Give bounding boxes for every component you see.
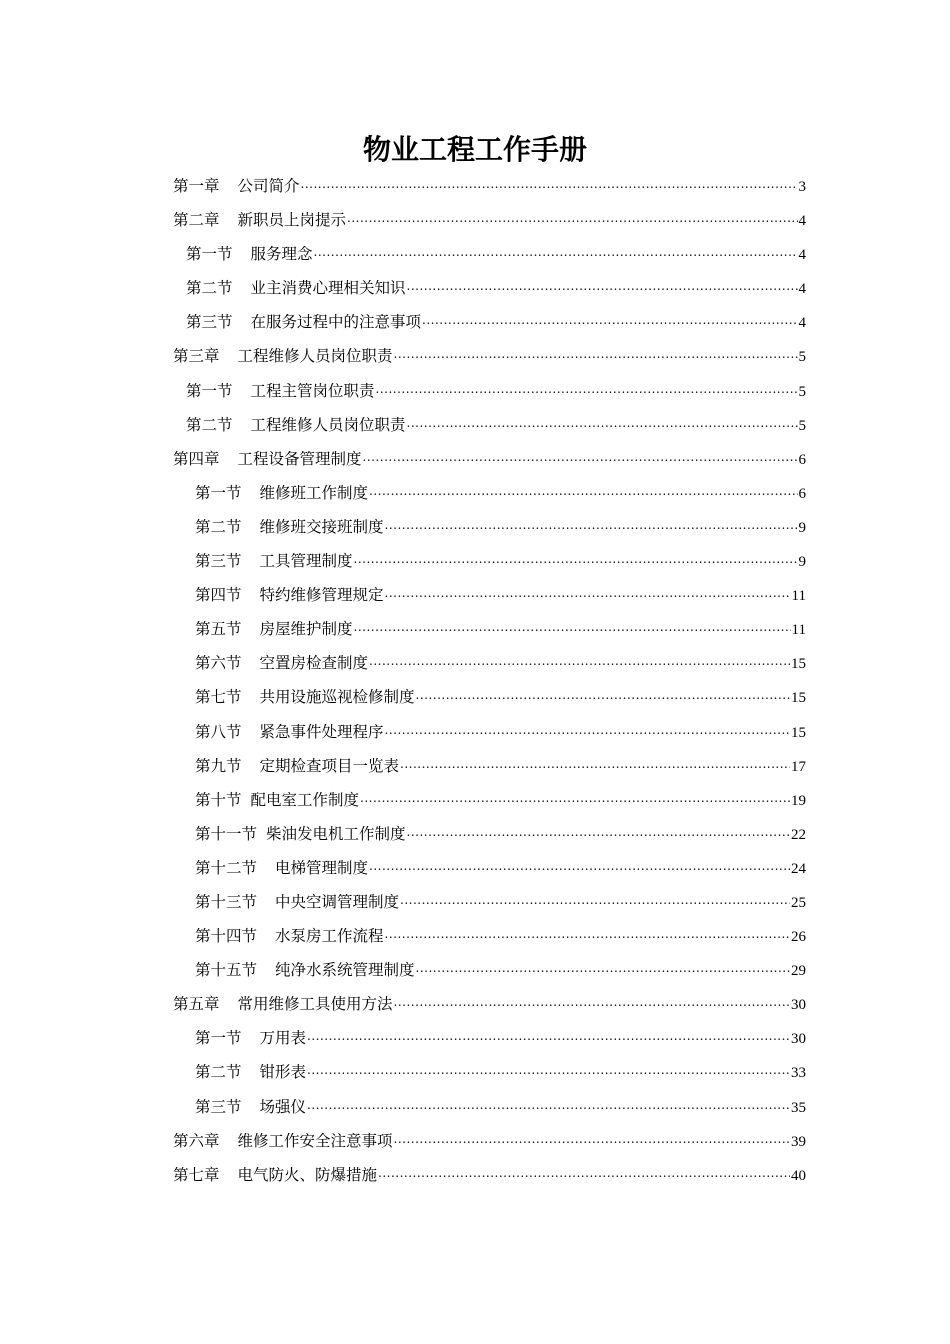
toc-entry-number: 第一章 [173,177,220,195]
toc-dot-leader [301,175,798,191]
toc-entry-number: 第一节 [195,1029,242,1048]
toc-page-number: 4 [798,315,806,332]
toc-entry-title: 钳形表 [259,1063,307,1082]
toc-entry-label [173,1162,377,1188]
toc-page-number: 29 [791,963,806,980]
toc-section-entry[interactable] [173,889,806,923]
table-of-contents [173,173,806,1196]
toc-dot-leader [307,1096,790,1112]
toc-dot-leader [407,823,790,839]
toc-entry-number: 第十节 [195,790,242,809]
toc-entry-label [195,889,399,915]
toc-entry-label [186,309,421,335]
toc-entry-label [195,480,368,506]
toc-dot-leader [407,277,798,293]
toc-entry-title: 电气防火、防爆措施 [237,1165,378,1184]
toc-entry-label [195,1025,306,1051]
toc-entry-number: 第三节 [186,313,233,332]
toc-entry-number: 第二节 [195,517,242,536]
toc-page-number: 11 [791,588,806,605]
toc-chapter-entry[interactable] [173,446,806,480]
toc-dot-leader [376,380,798,396]
toc-dot-leader [394,345,798,361]
toc-entry-title: 纯净水系统管理制度 [275,961,415,980]
toc-entry-number: 第一节 [195,483,242,502]
toc-page-number: 11 [791,622,806,639]
toc-section-entry[interactable] [173,480,806,514]
toc-entry-title: 房屋维护制度 [259,620,353,639]
toc-page-number: 5 [798,417,806,434]
toc-entry-label [173,991,393,1017]
toc-dot-leader [378,1164,790,1180]
toc-dot-leader [394,993,790,1009]
toc-entry-label [173,343,393,369]
toc-section-entry[interactable] [173,548,806,582]
toc-entry-title: 常用维修工具使用方法 [237,995,393,1014]
toc-dot-leader [385,721,790,737]
toc-section-entry[interactable] [173,753,806,787]
document-title: 物业工程工作手册 [362,133,587,166]
toc-entry-number: 第六节 [195,654,242,673]
toc-entry-number: 第三节 [195,552,242,571]
toc-section-entry[interactable] [173,787,806,821]
toc-section-entry[interactable] [173,275,806,309]
toc-dot-leader [422,311,797,327]
toc-entry-number: 第五章 [173,995,220,1014]
toc-page-number: 3 [798,179,806,195]
toc-section-entry[interactable] [173,923,806,957]
toc-entry-number: 第十五节 [195,961,258,980]
toc-entry-number: 第四章 [173,449,220,468]
toc-section-entry[interactable] [173,650,806,684]
toc-page-number: 22 [791,826,806,843]
toc-page-number: 6 [798,451,806,468]
toc-page-number: 4 [798,281,806,298]
toc-entry-title: 共用设施巡视检修制度 [259,688,415,707]
toc-section-entry[interactable] [173,719,806,753]
toc-dot-leader [416,959,790,975]
toc-entry-title: 配电室工作制度 [250,790,360,809]
toc-chapter-entry[interactable] [173,1128,806,1162]
toc-entry-title: 工程设备管理制度 [237,449,362,468]
toc-page-number: 5 [798,383,806,400]
toc-entry-label [195,787,359,813]
toc-entry-number: 第十二节 [195,858,258,877]
toc-entry-title: 维修班工作制度 [259,483,369,502]
toc-entry-number: 第十一节 [195,824,258,843]
toc-dot-leader [407,414,798,430]
toc-page-number: 5 [798,349,806,366]
toc-entry-title: 工程主管岗位职责 [250,381,375,400]
toc-dot-leader [307,1027,790,1043]
toc-entry-label [195,719,384,745]
toc-entry-title: 特约维修管理规定 [259,586,384,605]
toc-entry-label [195,616,353,642]
toc-entry-title: 紧急事件处理程序 [259,722,384,741]
toc-section-entry[interactable] [173,957,806,991]
toc-entry-title: 空置房检查制度 [259,654,369,673]
toc-dot-leader [354,550,798,566]
toc-entry-number: 第十四节 [195,927,258,946]
toc-page-number: 4 [798,213,806,230]
toc-chapter-entry[interactable] [173,1162,806,1196]
toc-chapter-entry[interactable] [173,207,806,241]
toc-entry-title: 公司简介 [237,177,300,195]
toc-entry-title: 维修班交接班制度 [259,517,384,536]
toc-entry-label [173,173,300,199]
toc-page-number: 26 [791,929,806,946]
toc-page-number: 25 [791,894,806,911]
toc-chapter-entry[interactable] [173,173,806,207]
toc-section-entry[interactable] [173,582,806,616]
toc-entry-label [195,753,399,779]
toc-entry-number: 第十三节 [195,892,258,911]
toc-page-number: 15 [791,656,806,673]
toc-entry-title: 定期检查项目一览表 [259,756,400,775]
toc-dot-leader [400,755,790,771]
toc-section-entry[interactable] [173,514,806,548]
toc-section-entry[interactable] [173,241,806,275]
toc-page-number: 19 [791,792,806,809]
toc-dot-leader [360,789,790,805]
toc-page-number: 9 [798,519,806,536]
toc-dot-leader [385,584,791,600]
toc-entry-label [186,378,375,404]
toc-entry-label [195,1059,306,1085]
toc-section-entry[interactable] [173,855,806,889]
toc-entry-number: 第三节 [195,1097,242,1116]
toc-entry-number: 第二章 [173,211,220,230]
toc-entry-title: 在服务过程中的注意事项 [250,313,422,332]
toc-entry-title: 服务理念 [250,245,313,264]
toc-dot-leader [354,618,791,634]
toc-entry-title: 场强仪 [259,1097,307,1116]
toc-entry-label [186,412,406,438]
toc-entry-label [195,957,415,983]
toc-section-entry[interactable] [173,378,806,412]
toc-entry-title: 中央空调管理制度 [275,892,400,911]
toc-entry-number: 第七章 [173,1165,220,1184]
toc-section-entry[interactable] [173,684,806,718]
toc-page-number: 17 [791,758,806,775]
toc-entry-title: 维修工作安全注意事项 [237,1131,393,1150]
toc-page-number: 40 [791,1167,806,1184]
toc-entry-label [195,582,384,608]
toc-entry-number: 第一节 [186,245,233,264]
toc-entry-label [195,1094,306,1120]
toc-dot-leader [385,516,798,532]
toc-entry-title: 工具管理制度 [259,552,353,571]
toc-dot-leader [307,1061,790,1077]
toc-page-number: 33 [791,1065,806,1082]
toc-entry-label [195,650,368,676]
toc-dot-leader [363,448,798,464]
toc-page-number: 35 [791,1099,806,1116]
toc-section-entry[interactable] [173,1025,806,1059]
toc-section-entry[interactable] [173,1059,806,1093]
toc-entry-label [173,207,346,233]
toc-dot-leader [314,243,798,259]
toc-entry-number: 第一节 [186,381,233,400]
toc-entry-number: 第九节 [195,756,242,775]
toc-entry-number: 第五节 [195,620,242,639]
toc-dot-leader [385,925,790,941]
toc-dot-leader [394,1130,790,1146]
toc-entry-title: 工程维修人员岗位职责 [250,415,406,434]
toc-entry-label [195,684,415,710]
toc-section-entry[interactable] [173,1094,806,1128]
toc-entry-label [186,241,313,267]
toc-entry-label [186,275,406,301]
toc-entry-label [195,514,384,540]
toc-chapter-entry[interactable] [173,343,806,377]
toc-page-number: 30 [791,997,806,1014]
toc-entry-number: 第四节 [195,586,242,605]
toc-page-number: 15 [791,690,806,707]
toc-dot-leader [400,891,790,907]
toc-entry-label [173,1128,393,1154]
toc-page-number: 39 [791,1133,806,1150]
toc-chapter-entry[interactable] [173,991,806,1025]
toc-page-number: 6 [798,485,806,502]
toc-page-number: 4 [798,247,806,264]
toc-entry-number: 第二节 [186,415,233,434]
toc-dot-leader [369,857,790,873]
toc-section-entry[interactable] [173,616,806,650]
toc-entry-title: 水泵房工作流程 [275,927,384,946]
toc-entry-title: 新职员上岗提示 [237,211,347,230]
toc-entry-label [195,821,406,847]
toc-entry-title: 电梯管理制度 [275,858,369,877]
toc-entry-number: 第二节 [195,1063,242,1082]
toc-entry-title: 柴油发电机工作制度 [266,824,406,843]
toc-page-number: 9 [798,554,806,571]
toc-section-entry[interactable] [173,309,806,343]
toc-dot-leader [347,209,797,225]
toc-entry-number: 第三章 [173,347,220,366]
toc-dot-leader [369,482,797,498]
toc-entry-number: 第六章 [173,1131,220,1150]
toc-entry-label [195,923,384,949]
toc-entry-number: 第二节 [186,279,233,298]
toc-page-number: 15 [791,724,806,741]
toc-dot-leader [369,652,790,668]
toc-entry-label [173,446,362,472]
toc-entry-title: 万用表 [259,1029,307,1048]
toc-section-entry[interactable] [173,412,806,446]
toc-entry-title: 工程维修人员岗位职责 [237,347,393,366]
toc-section-entry[interactable] [173,821,806,855]
toc-entry-number: 第七节 [195,688,242,707]
toc-page-number: 30 [791,1031,806,1048]
toc-page-number: 24 [791,860,806,877]
toc-entry-title: 业主消费心理相关知识 [250,279,406,298]
toc-entry-number: 第八节 [195,722,242,741]
toc-entry-label [195,548,353,574]
toc-dot-leader [416,686,790,702]
toc-entry-label [195,855,368,881]
